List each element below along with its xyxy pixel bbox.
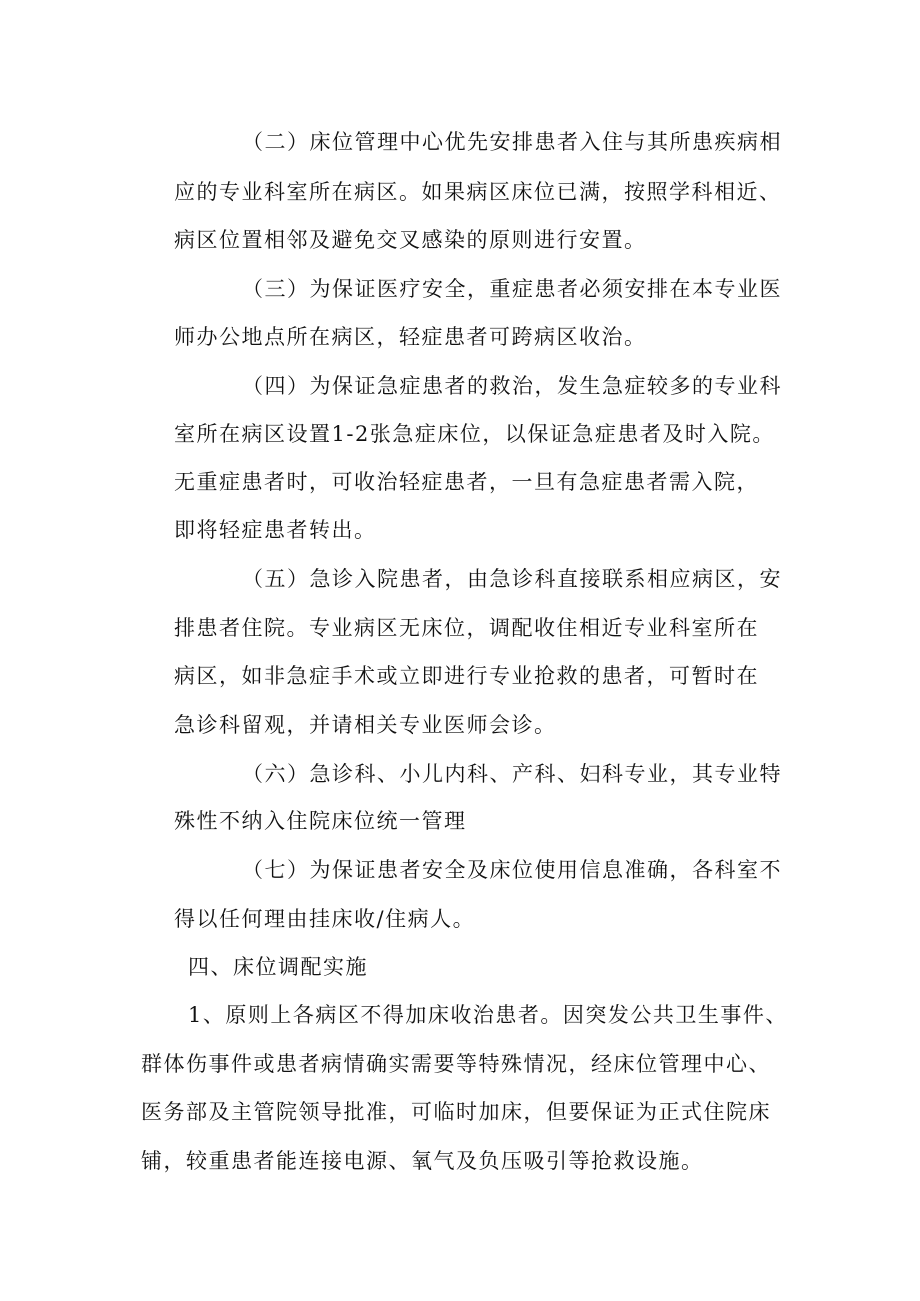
text-line: 得以任何理由挂床收/住病人。	[174, 907, 476, 931]
text-line: 师办公地点所在病区，轻症患者可跨病区收治。	[174, 325, 647, 349]
text-line: （六）急诊科、小儿内科、产科、妇科专业，其专业特	[242, 762, 782, 786]
text-line: （五）急诊入院患者，由急诊科直接联系相应病区，安	[242, 567, 782, 591]
section-title: 四、床位调配实施	[188, 955, 368, 979]
text-line: 室所在病区设置1-2张急症床位，以保证急症患者及时入院。	[174, 422, 775, 446]
text-line: 应的专业科室所在病区。如果病区床位已满，按照学科相近、	[174, 180, 782, 204]
text-line: 病区，如非急症手术或立即进行专业抢救的患者，可暂时在	[174, 664, 759, 688]
text-line: 病区位置相邻及避免交叉感染的原则进行安置。	[174, 228, 647, 252]
text-line: 1、原则上各病区不得加床收治患者。因突发公共卫生事件、	[188, 1003, 788, 1027]
text-line: （二）床位管理中心优先安排患者入住与其所患疾病相	[242, 130, 782, 154]
text-line: 群体伤事件或患者病情确实需要等特殊情况，经床位管理中心、	[141, 1052, 771, 1076]
text-line: 急诊科留观，并请相关专业医师会诊。	[174, 713, 557, 737]
text-line: 排患者住院。专业病区无床位，调配收住相近专业科室所在	[174, 616, 759, 640]
text-line: 医务部及主管院领导批准，可临时加床，但要保证为正式住院床	[141, 1100, 771, 1124]
text-line: 铺，较重患者能连接电源、氧气及负压吸引等抢救设施。	[141, 1149, 704, 1173]
text-line: 即将轻症患者转出。	[174, 518, 377, 542]
text-line: （七）为保证患者安全及床位使用信息准确，各科室不	[242, 858, 782, 882]
text-line: 殊性不纳入住院床位统一管理	[174, 809, 467, 833]
text-line: （四）为保证急症患者的救治，发生急症较多的专业科	[242, 374, 782, 398]
text-line: 无重症患者时，可收治轻症患者，一旦有急症患者需入院，	[174, 470, 759, 494]
text-line: （三）为保证医疗安全，重症患者必须安排在本专业医	[242, 277, 782, 301]
